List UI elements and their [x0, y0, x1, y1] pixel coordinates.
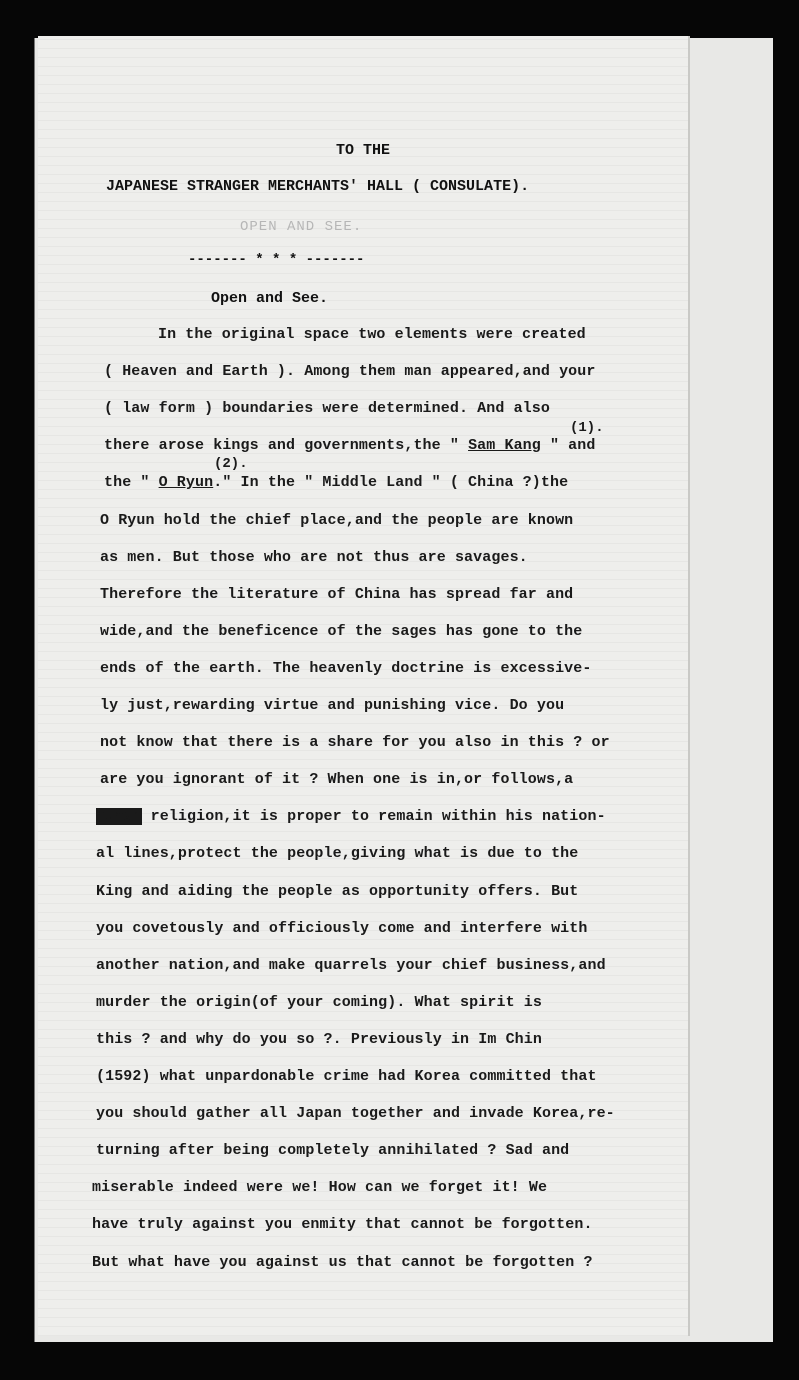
term-o-ryun: O Ryun [158, 474, 214, 492]
ornamental-rule: ------- * * * ------- [188, 252, 365, 268]
body-line: ( Heaven and Earth ). Among them man appeared,and your [104, 363, 596, 381]
body-line: ( law form ) boundaries were determined. And also [104, 400, 550, 418]
body-line: ends of the earth. The heavenly doctrine is excessive- [100, 659, 592, 677]
body-line: (1592) what unpardonable crime had Korea committed that [96, 1068, 597, 1085]
body-line: murder the origin(of your coming). What spirit is [96, 993, 542, 1011]
body-line: al lines,protect the people,giving what is due to the [96, 845, 579, 863]
faint-title: OPEN AND SEE. [240, 219, 363, 235]
body-line: O Ryun hold the chief place,and the people are known [100, 511, 574, 529]
body-line [96, 808, 606, 825]
body-line: another nation,and make quarrels your chief business,and [96, 956, 606, 974]
struck-word: human [96, 808, 142, 826]
body-line: Therefore the literature of China has spread far and [100, 585, 574, 603]
body-line: turning after being completely annihilated ? Sad and [96, 1142, 570, 1160]
body-line [104, 437, 595, 454]
body-line: ly just,rewarding virtue and punishing vice. Do you [100, 697, 565, 714]
body-line: wide,and the beneficence of the sages has gone to the [100, 622, 583, 640]
line-segment: " and [540, 437, 596, 455]
document-title: Open and See. [211, 290, 329, 307]
body-line: not know that there is a share for you also in this ? or [100, 734, 610, 752]
body-line: miserable indeed were we! How can we forget it! We [92, 1179, 548, 1197]
header-addressee: JAPANESE STRANGER MERCHANTS' HALL ( CONSULATE). [106, 178, 530, 195]
document-page [38, 36, 688, 1336]
body-line: this ? and why do you so ?. Previously in Im Chin [96, 1030, 542, 1048]
body-line: you covetously and officiously come and interfere with [96, 919, 588, 937]
body-line [104, 474, 568, 491]
footnote-marker-1: (1). [570, 420, 604, 436]
line-segment: there arose kings and governments,the " [104, 437, 469, 455]
body-line: King and aiding the people as opportunity offers. But [96, 882, 579, 900]
term-sam-kang: Sam Kang [468, 437, 541, 455]
body-line: you should gather all Japan together and invade Korea,re- [96, 1105, 615, 1123]
line-segment: the " [104, 474, 159, 492]
footnote-marker-2: (2). [214, 456, 248, 472]
body-line: as men. But those who are not thus are savages. [100, 548, 528, 566]
line-segment: religion,it is proper to remain within his nation- [141, 808, 606, 826]
header-to: TO THE [335, 142, 390, 159]
body-line: In the original space two elements were created [158, 326, 586, 343]
body-line: are you ignorant of it ? When one is in,or follows,a [100, 771, 574, 789]
line-segment: ." In the " Middle Land " ( China ?)the [213, 474, 569, 492]
body-line: have truly against you enmity that cannot be forgotten. [92, 1216, 593, 1234]
body-line: But what have you against us that cannot be forgotten ? [92, 1253, 593, 1271]
